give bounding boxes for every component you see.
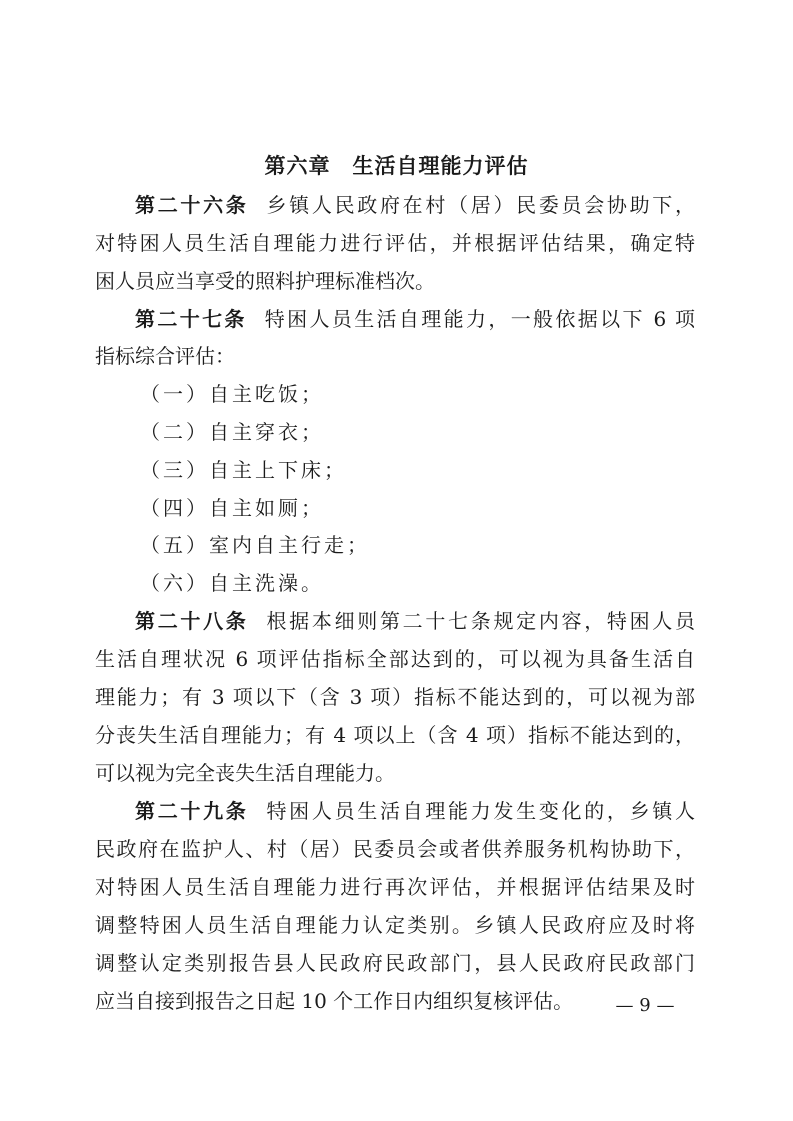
article-28-label: 第二十八条 bbox=[135, 609, 249, 633]
article-29-label: 第二十九条 bbox=[135, 799, 249, 823]
article-26-label: 第二十六条 bbox=[135, 193, 249, 217]
list-item: （二）自主穿衣； bbox=[140, 420, 324, 444]
article-26-line-1: 第二十六条 乡镇人民政府在村（居）民委员会协助下， bbox=[135, 193, 696, 217]
article-29-line-6: 应当自接到报告之日起 10 个工作日内组织复核评估。 bbox=[95, 989, 574, 1013]
list-item: （四）自主如厕； bbox=[140, 496, 324, 520]
article-29-line-3: 对特困人员生活自理能力进行再次评估，并根据评估结果及时 bbox=[95, 875, 695, 899]
article-26-line-2: 对特困人员生活自理能力进行评估，并根据评估结果，确定特 bbox=[95, 231, 695, 255]
article-28-line-4: 分丧失生活自理能力；有 4 项以上（含 4 项）指标不能达到的， bbox=[95, 723, 695, 747]
article-28-line-2: 生活自理状况 6 项评估指标全部达到的，可以视为具备生活自 bbox=[95, 647, 695, 671]
article-27-label: 第二十七条 bbox=[135, 307, 247, 331]
article-28-line-5: 可以视为完全丧失生活自理能力。 bbox=[95, 761, 395, 785]
list-item: （五）室内自主行走； bbox=[140, 533, 370, 557]
article-27-line-2: 指标综合评估： bbox=[95, 344, 235, 368]
chapter-title: 第六章 生活自理能力评估 bbox=[264, 154, 529, 178]
article-29-line-1: 第二十九条 特困人员生活自理能力发生变化的，乡镇人 bbox=[135, 799, 696, 823]
list-item: （一）自主吃饭； bbox=[140, 382, 324, 406]
page-number: — 9 — bbox=[615, 995, 675, 1016]
article-29-line-5: 调整认定类别报告县人民政府民政部门，县人民政府民政部门 bbox=[95, 951, 695, 975]
article-29-line-4: 调整特困人员生活自理能力认定类别。乡镇人民政府应及时将 bbox=[95, 913, 695, 937]
article-26-line-3: 困人员应当享受的照料护理标准档次。 bbox=[95, 269, 435, 293]
list-item: （六）自主洗澡。 bbox=[140, 571, 324, 595]
article-28-line-3: 理能力；有 3 项以下（含 3 项）指标不能达到的，可以视为部 bbox=[95, 685, 695, 709]
article-27-line-1: 第二十七条 特困人员生活自理能力，一般依据以下 6 项 bbox=[135, 307, 695, 331]
list-item: （三）自主上下床； bbox=[140, 458, 347, 482]
article-29-line-2: 民政府在监护人、村（居）民委员会或者供养服务机构协助下， bbox=[95, 837, 695, 861]
article-28-line-1: 第二十八条 根据本细则第二十七条规定内容，特困人员 bbox=[135, 609, 696, 633]
